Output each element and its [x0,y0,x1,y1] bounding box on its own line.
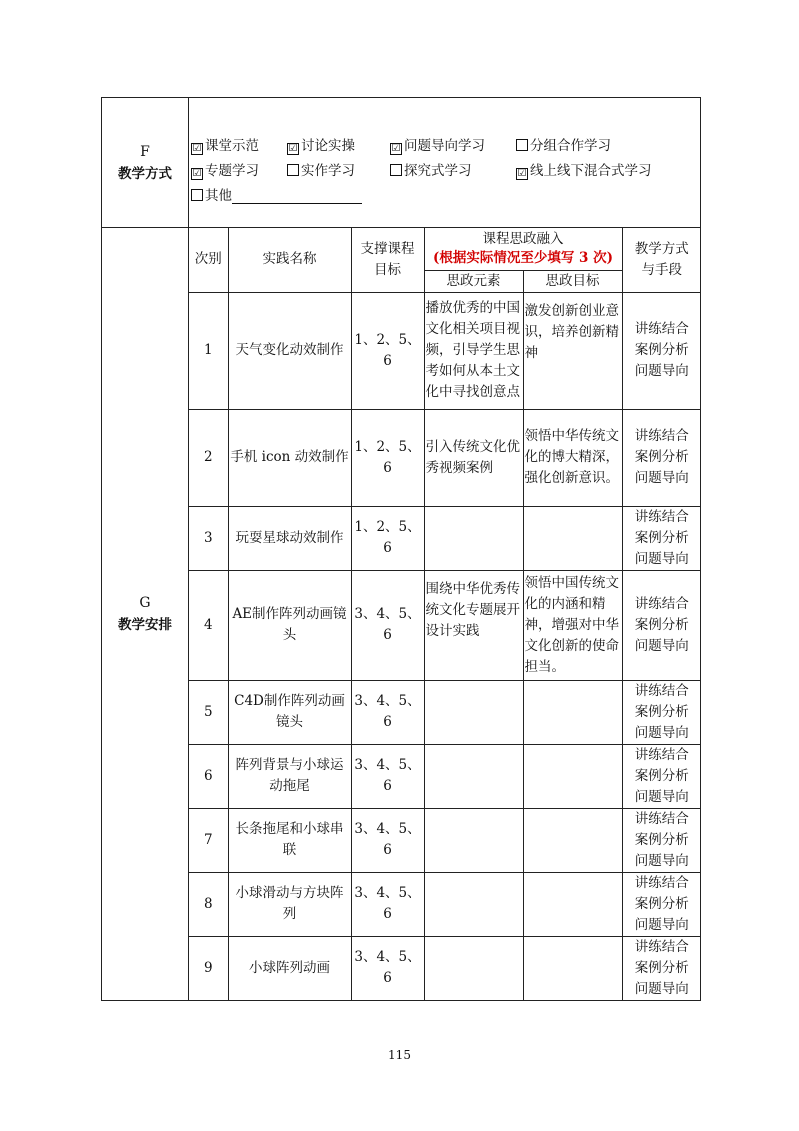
teaching-methods [189,98,701,228]
method-option[interactable] [191,159,259,179]
row-goal: 激发创新创业意识，培养创新精神 [523,292,622,409]
table-row [189,744,701,808]
table-row [189,872,701,936]
section-g-letter: G [139,594,151,611]
row-element [424,808,523,872]
method-label: 课堂示范 [205,138,259,154]
row-method: 讲练结合 案例分析 问题导向 [622,292,701,409]
table-row [189,409,701,506]
row-name: 手机 icon 动效制作 [228,409,351,506]
row-targets: 3、4、5、6 [351,680,424,744]
header-index: 次别 [189,228,228,292]
row-goal [523,936,622,1000]
row-element: 播放优秀的中国文化相关项目视频，引导学生思考如何从本土文化中寻找创意点 [424,292,523,409]
method-label: 探究式学习 [404,163,472,179]
row-targets: 3、4、5、6 [351,570,424,680]
row-index: 9 [189,936,228,1000]
row-method: 讲练结合 案例分析 问题导向 [622,744,701,808]
checkbox-icon[interactable] [191,189,203,201]
checkbox-icon[interactable] [390,164,402,176]
row-index: 4 [189,570,228,680]
checkbox-icon[interactable]: ☑ [517,168,527,179]
row-method: 讲练结合 案例分析 问题导向 [622,570,701,680]
row-targets: 1、2、5、6 [351,506,424,570]
header-goals: 思政目标 [523,270,622,292]
row-name: 阵列背景与小球运动拖尾 [228,744,351,808]
checkbox-icon[interactable]: ☑ [192,143,202,154]
row-method: 讲练结合 案例分析 问题导向 [622,872,701,936]
row-name: 长条拖尾和小球串联 [228,808,351,872]
row-targets: 3、4、5、6 [351,808,424,872]
row-targets: 1、2、5、6 [351,292,424,409]
checkbox-icon[interactable] [516,139,528,151]
row-index: 7 [189,808,228,872]
table-row [189,808,701,872]
header-method: 教学方式 与手段 [622,228,701,292]
other-fill-line[interactable] [232,189,362,204]
section-f-letter: F [140,143,150,160]
method-option[interactable] [287,159,355,179]
row-index: 1 [189,292,228,409]
row-method: 讲练结合 案例分析 问题导向 [622,506,701,570]
row-index: 6 [189,744,228,808]
method-option[interactable] [390,134,485,154]
section-g-row [102,228,701,1001]
header-ideology [424,228,622,270]
schedule-cell [189,228,701,1001]
row-goal [523,808,622,872]
row-name: 玩耍星球动效制作 [228,506,351,570]
section-g-label [102,228,189,1001]
header-elements: 思政元素 [424,270,523,292]
method-label: 分组合作学习 [530,138,611,154]
table-row [189,936,701,1000]
checkbox-icon[interactable]: ☑ [192,168,202,179]
header-ideology-note: (根据实际情况至少填写 3 次) [432,249,614,266]
method-option[interactable] [287,134,355,154]
row-targets: 1、2、5、6 [351,409,424,506]
method-option[interactable] [191,184,362,204]
method-label: 专题学习 [205,163,259,179]
method-option[interactable] [516,159,652,179]
row-method: 讲练结合 案例分析 问题导向 [622,409,701,506]
row-name: C4D制作阵列动画镜头 [228,680,351,744]
section-f-row [102,98,701,228]
row-name: 天气变化动效制作 [228,292,351,409]
schedule-table [189,228,701,1000]
row-goal [523,872,622,936]
row-targets: 3、4、5、6 [351,936,424,1000]
row-index: 2 [189,409,228,506]
row-goal [523,680,622,744]
row-name: 小球滑动与方块阵列 [228,872,351,936]
method-label: 其他 [205,188,232,204]
row-method: 讲练结合 案例分析 问题导向 [622,680,701,744]
section-f-label [102,98,189,228]
checkbox-icon[interactable]: ☑ [391,143,401,154]
method-label: 实作学习 [301,163,355,179]
row-element [424,936,523,1000]
row-element [424,680,523,744]
row-goal: 领悟中华传统文化的博大精深，强化创新意识。 [523,409,622,506]
row-element: 引入传统文化优秀视频案例 [424,409,523,506]
row-index: 3 [189,506,228,570]
header-row [189,228,701,270]
row-name: AE制作阵列动画镜头 [228,570,351,680]
section-f-title: 教学方式 [118,165,172,182]
row-element [424,744,523,808]
course-table [101,97,701,1001]
row-targets: 3、4、5、6 [351,872,424,936]
row-targets: 3、4、5、6 [351,744,424,808]
row-goal [523,744,622,808]
row-element: 围绕中华优秀传统文化专题展开设计实践 [424,570,523,680]
method-option[interactable] [390,159,472,179]
row-goal [523,506,622,570]
method-option[interactable] [191,134,259,154]
header-name: 实践名称 [228,228,351,292]
row-goal: 领悟中国传统文化的内涵和精神，增强对中华文化创新的使命担当。 [523,570,622,680]
method-label: 讨论实操 [301,138,355,154]
row-method: 讲练结合 案例分析 问题导向 [622,936,701,1000]
checkbox-icon[interactable]: ☑ [288,143,298,154]
section-g-title: 教学安排 [118,616,172,633]
header-targets: 支撑课程 目标 [351,228,424,292]
row-element [424,506,523,570]
page-number: 115 [388,1048,411,1062]
table-row [189,506,701,570]
method-option[interactable] [516,134,611,154]
checkbox-icon[interactable] [287,164,299,176]
header-ideology-title: 课程思政融入 [482,230,564,247]
row-method: 讲练结合 案例分析 问题导向 [622,808,701,872]
method-label: 问题导向学习 [404,138,485,154]
row-name: 小球阵列动画 [228,936,351,1000]
table-row [189,570,701,680]
row-index: 5 [189,680,228,744]
method-label: 线上线下混合式学习 [530,163,652,179]
row-index: 8 [189,872,228,936]
table-row [189,680,701,744]
table-row [189,292,701,409]
row-element [424,872,523,936]
